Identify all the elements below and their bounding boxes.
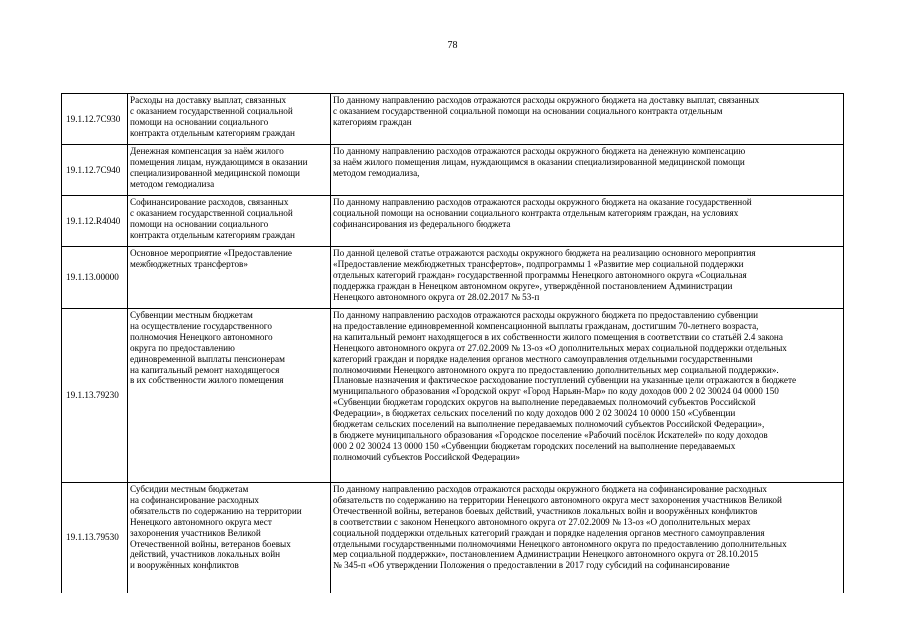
target-article-code: 19.1.12.R4040 [62,196,128,247]
expense-name: Софинансирование расходов, связанных с оказанием государственной социальной помощи на основании социального контракта отдельным категориям граждан [128,196,331,247]
expense-description: По данному направлению расходов отражаются расходы окружного бюджета по предоставлению субвенции на предоставление единовременной компенсационной выплаты гражданам, достигшим 70-летнего возраста, на капитальный ремонт находящегося в их собственности жилого помещения в соответствии со статьёй 2.4 закона Ненецкого автономного округа от 27.02.2009 № 13-оз «О дополнительных мерах социальной поддержки отдельных категорий граждан и порядке наделения органов местного самоуправления отдельными государственными полномочиями Ненецкого автономного округа по предоставлению дополнительных мер социальной поддержки». Плановые назначения и фактическое расходование поступлений субвенции на указанные цели отражаются в бюджете муниципального образования «Городской округ «Город Нарьян-Мар» по коду доходов 000 2 02 30024 04 0000 150 «Субвенции бюджетам городских округов на выполнение передаваемых полномочий субъектов Российской Федерации», в бюджетах сельских поселений по коду доходов 000 2 02 30024 10 0000 150 «Субвенции бюджетам сельских поселений на выполнение передаваемых полномочий субъектов Российской Федерации», в бюджете муниципального образования «Городское поселение «Рабочий посёлок Искателей» по коду доходов 000 2 02 30024 13 0000 150 «Субвенции бюджетам городских поселений на выполнение передаваемых полномочий субъектов Российской Федерации» [331,309,844,483]
target-article-code: 19.1.13.79530 [62,483,128,593]
table-row [62,196,844,247]
expense-description: По данному направлению расходов отражаются расходы окружного бюджета на денежную компенсацию за наём жилого помещения лицам, нуждающимся в оказании специализированной медицинской помощи методом гемодиализа, [331,145,844,196]
expense-description: По данному направлению расходов отражаются расходы окружного бюджета на доставку выплат, связанных с оказанием государственной социальной помощи на основании социального контракта отдельным категориям граждан [331,94,844,145]
target-article-code: 19.1.13.00000 [62,247,128,309]
table-row [62,145,844,196]
target-article-code: 19.1.12.7С940 [62,145,128,196]
expense-name: Основное мероприятие «Предоставление межбюджетных трансфертов» [128,247,331,309]
expense-name: Субсидии местным бюджетам на софинансирование расходных обязательств по содержанию на территории Ненецкого автономного округа мест захоронения участников Великой Отечественной войны, ветеранов боевых действий, участников локальных войн и вооружённых конфликтов [128,483,331,593]
expense-name: Денежная компенсация за наём жилого помещения лицам, нуждающимся в оказании специализированной медицинской помощи методом гемодиализа [128,145,331,196]
table-row [62,94,844,145]
budget-classification-table [61,93,844,593]
table-row [62,483,844,593]
table-row [62,247,844,309]
expense-name: Субвенции местным бюджетам на осуществление государственного полномочия Ненецкого автономного округа по предоставлению единовременной выплаты пенсионерам на капитальный ремонт находящегося в их собственности жилого помещения [128,309,331,483]
target-article-code: 19.1.12.7С930 [62,94,128,145]
expense-description: По данному направлению расходов отражаются расходы окружного бюджета на оказание государственной социальной помощи на основании социального контракта отдельным категориям граждан, на условиях софинансирования из федерального бюджета [331,196,844,247]
target-article-code: 19.1.13.79230 [62,309,128,483]
expense-description: По данному направлению расходов отражаются расходы окружного бюджета на софинансирование расходных обязательств по содержанию на территории Ненецкого автономного округа мест захоронения участников Великой Отечественной войны, ветеранов боевых действий, участников локальных войн и вооружённых конфликтов в соответствии с законом Ненецкого автономного округа от 27.02.2009 № 13-оз «О дополнительных мерах социальной поддержки отдельных категорий граждан и порядке наделения органов местного самоуправления отдельными государственными полномочиями Ненецкого автономного округа по предоставлению дополнительных мер социальной поддержки», постановлением Администрации Ненецкого автономного округа от 28.10.2015 № 345-п «Об утверждении Положения о предоставлении в 2017 году субсидий на софинансирование [331,483,844,593]
table-row [62,309,844,483]
page-number: 78 [447,40,458,51]
expense-name: Расходы на доставку выплат, связанных с оказанием государственной социальной помощи на основании социального контракта отдельным категориям граждан [128,94,331,145]
expense-description: По данной целевой статье отражаются расходы окружного бюджета на реализацию основного мероприятия «Предоставление межбюджетных трансфертов», подпрограммы 1 «Развитие мер социальной поддержки отдельных категорий граждан» государственной программы Ненецкого автономного округа «Социальная поддержка граждан в Ненецком автономном округе», утверждённой постановлением Администрации Ненецкого автономного округа от 28.02.2017 № 53-п [331,247,844,309]
